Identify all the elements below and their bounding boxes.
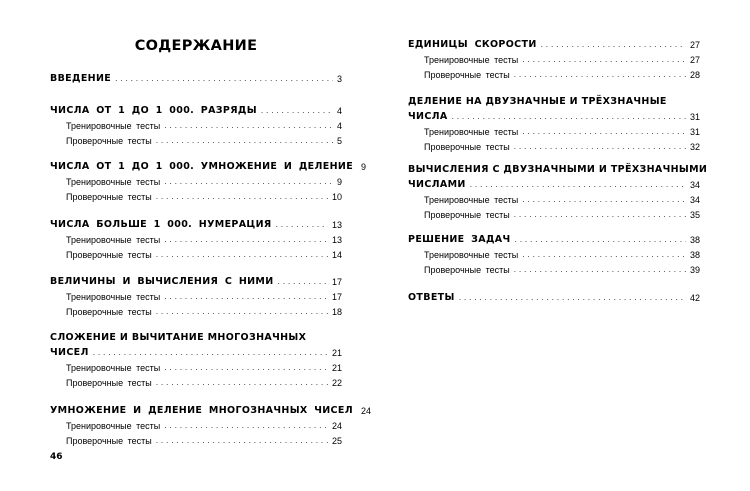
entry-page: 13 (331, 220, 342, 230)
dot-leader (164, 235, 328, 243)
toc-entry[interactable] (50, 215, 342, 230)
toc-entry[interactable] (50, 272, 342, 287)
toc-section-9 (408, 162, 708, 220)
subentry-title: Тренировочные тесты (66, 177, 161, 187)
toc-subentry[interactable] (408, 50, 700, 65)
entry-title: ВВЕДЕНИЕ (50, 73, 112, 84)
dot-leader (156, 192, 328, 200)
toc-subentry[interactable] (50, 431, 342, 446)
dot-leader (164, 292, 328, 300)
subentry-title: Тренировочные тесты (424, 250, 519, 260)
entry-title: ВЕЛИЧИНЫ И ВЫЧИСЛЕНИЯ С НИМИ (50, 276, 274, 287)
dot-leader (156, 307, 328, 315)
entry-title: ЧИСЛА ОТ 1 ДО 1 000. УМНОЖЕНИЕ И ДЕЛЕНИЕ (50, 161, 354, 172)
subentry-page: 27 (689, 55, 700, 65)
toc-subentry[interactable] (408, 260, 700, 275)
dot-leader (276, 220, 328, 228)
subentry-page: 25 (331, 436, 342, 446)
entry-title: ЕДИНИЦЫ СКОРОСТИ (408, 39, 537, 50)
subentry-title: Проверочные тесты (66, 307, 152, 317)
page-number: 46 (50, 452, 63, 462)
toc-section-3 (50, 215, 342, 260)
dot-leader (156, 378, 328, 386)
dot-leader (115, 74, 333, 82)
subentry-title: Проверочные тесты (424, 265, 510, 275)
subentry-title: Проверочные тесты (66, 136, 152, 146)
subentry-page: 31 (689, 127, 700, 137)
subentry-page: 17 (331, 292, 342, 302)
subentry-page: 21 (331, 363, 342, 373)
subentry-page: 32 (689, 142, 700, 152)
toc-subentry[interactable] (50, 116, 342, 131)
subentry-page: 38 (689, 250, 700, 260)
toc-subentry[interactable] (50, 187, 342, 202)
entry-title: ЧИСЛА (408, 111, 448, 122)
dot-leader (514, 265, 686, 273)
toc-subentry[interactable] (50, 358, 342, 373)
subentry-title: Тренировочные тесты (424, 127, 519, 137)
entry-page: 27 (689, 40, 700, 50)
subentry-title: Тренировочные тесты (424, 55, 519, 65)
entry-page: 34 (689, 180, 700, 190)
subentry-title: Проверочные тесты (66, 250, 152, 260)
subentry-title: Проверочные тесты (424, 142, 510, 152)
toc-section-7 (408, 35, 700, 80)
toc-entry-intro[interactable] (50, 69, 342, 84)
toc-subentry[interactable] (50, 287, 342, 302)
entry-title-line: ВЫЧИСЛЕНИЯ С ДВУЗНАЧНЫМИ И ТРЁХЗНАЧНЫМИ (408, 164, 708, 175)
dot-leader (93, 348, 328, 356)
entry-page: 42 (689, 293, 700, 303)
dot-leader (278, 277, 328, 285)
dot-leader (459, 293, 686, 301)
dot-leader (514, 70, 686, 78)
toc-subentry[interactable] (50, 373, 342, 388)
subentry-page: 22 (331, 378, 342, 388)
subentry-page: 5 (336, 136, 342, 146)
dot-leader (164, 363, 328, 371)
entry-page: 17 (331, 277, 342, 287)
dot-leader (522, 250, 686, 258)
subentry-title: Тренировочные тесты (66, 292, 161, 302)
dot-leader (164, 177, 333, 185)
entry-page: 3 (336, 74, 342, 84)
dot-leader (261, 106, 333, 114)
dot-leader (514, 142, 686, 150)
page-title: СОДЕРЖАНИЕ (134, 38, 258, 54)
subentry-title: Тренировочные тесты (66, 235, 161, 245)
toc-subentry[interactable] (50, 131, 342, 146)
subentry-title: Тренировочные тесты (424, 195, 519, 205)
toc-subentry[interactable] (408, 137, 700, 152)
dot-leader (164, 121, 333, 129)
subentry-page: 35 (689, 210, 700, 220)
toc-subentry[interactable] (408, 190, 700, 205)
dot-leader (452, 112, 686, 120)
entry-title-line: ДЕЛЕНИЕ НА ДВУЗНАЧНЫЕ И ТРЁХЗНАЧНЫЕ (408, 96, 667, 107)
toc-subentry[interactable] (50, 302, 342, 317)
subentry-title: Проверочные тесты (66, 436, 152, 446)
entry-title: ОТВЕТЫ (408, 292, 455, 303)
subentry-title: Тренировочные тесты (66, 121, 161, 131)
toc-section-1 (50, 101, 342, 146)
entry-page: 4 (336, 106, 342, 116)
dot-leader (514, 210, 686, 218)
entry-page: 21 (331, 348, 342, 358)
toc-section-10 (408, 230, 700, 275)
entry-title: ЧИСЛА БОЛЬШЕ 1 000. НУМЕРАЦИЯ (50, 219, 272, 230)
toc-subentry[interactable] (408, 205, 700, 220)
entry-page: 31 (689, 112, 700, 122)
entry-page: 9 (361, 162, 367, 172)
toc-entry[interactable] (50, 343, 342, 358)
toc-section-2 (50, 157, 367, 202)
entry-title: УМНОЖЕНИЕ И ДЕЛЕНИЕ МНОГОЗНАЧНЫХ ЧИСЕЛ (50, 405, 353, 416)
dot-leader (522, 55, 686, 63)
subentry-title: Проверочные тесты (66, 192, 152, 202)
subentry-title: Тренировочные тесты (66, 363, 161, 373)
subentry-title: Проверочные тесты (424, 210, 510, 220)
subentry-page: 9 (336, 177, 342, 187)
subentry-page: 34 (689, 195, 700, 205)
toc-section-6 (50, 401, 371, 446)
toc-entry[interactable] (50, 157, 367, 172)
toc-subentry[interactable] (50, 172, 342, 187)
dot-leader (164, 421, 328, 429)
dot-leader (522, 195, 686, 203)
subentry-page: 39 (689, 265, 700, 275)
subentry-title: Проверочные тесты (66, 378, 152, 388)
subentry-page: 13 (331, 235, 342, 245)
dot-leader (156, 250, 328, 258)
subentry-page: 14 (331, 250, 342, 260)
entry-title: ЧИСЛАМИ (408, 179, 466, 190)
toc-subentry[interactable] (408, 65, 700, 80)
toc-entry[interactable] (50, 401, 371, 416)
dot-leader (156, 136, 333, 144)
entry-page: 38 (689, 235, 700, 245)
dot-leader (541, 40, 686, 48)
toc-entry[interactable] (408, 175, 700, 190)
dot-leader (522, 127, 686, 135)
subentry-title: Проверочные тесты (424, 70, 510, 80)
dot-leader (156, 436, 328, 444)
subentry-page: 10 (331, 192, 342, 202)
subentry-page: 24 (331, 421, 342, 431)
toc-subentry[interactable] (50, 230, 342, 245)
toc-section-4 (50, 272, 342, 317)
toc-subentry[interactable] (408, 122, 700, 137)
toc-entry[interactable] (50, 101, 342, 116)
toc-entry[interactable] (408, 230, 700, 245)
entry-title: ЧИСЕЛ (50, 347, 89, 358)
toc-section-5 (50, 330, 342, 388)
toc-subentry[interactable] (50, 416, 342, 431)
toc-section-8 (408, 94, 700, 152)
subentry-page: 18 (331, 307, 342, 317)
subentry-title: Тренировочные тесты (66, 421, 161, 431)
entry-title: РЕШЕНИЕ ЗАДАЧ (408, 234, 511, 245)
entry-title-line: СЛОЖЕНИЕ И ВЫЧИТАНИЕ МНОГОЗНАЧНЫХ (50, 332, 307, 343)
toc-subentry[interactable] (50, 245, 342, 260)
toc-entry[interactable] (408, 35, 700, 50)
dot-leader (515, 235, 686, 243)
toc-subentry[interactable] (408, 245, 700, 260)
entry-title: ЧИСЛА ОТ 1 ДО 1 000. РАЗРЯДЫ (50, 105, 257, 116)
subentry-page: 28 (689, 70, 700, 80)
entry-page: 24 (360, 406, 371, 416)
subentry-page: 4 (336, 121, 342, 131)
toc-entry[interactable] (408, 107, 700, 122)
dot-leader (470, 180, 686, 188)
toc-entry-answers[interactable] (408, 288, 700, 303)
